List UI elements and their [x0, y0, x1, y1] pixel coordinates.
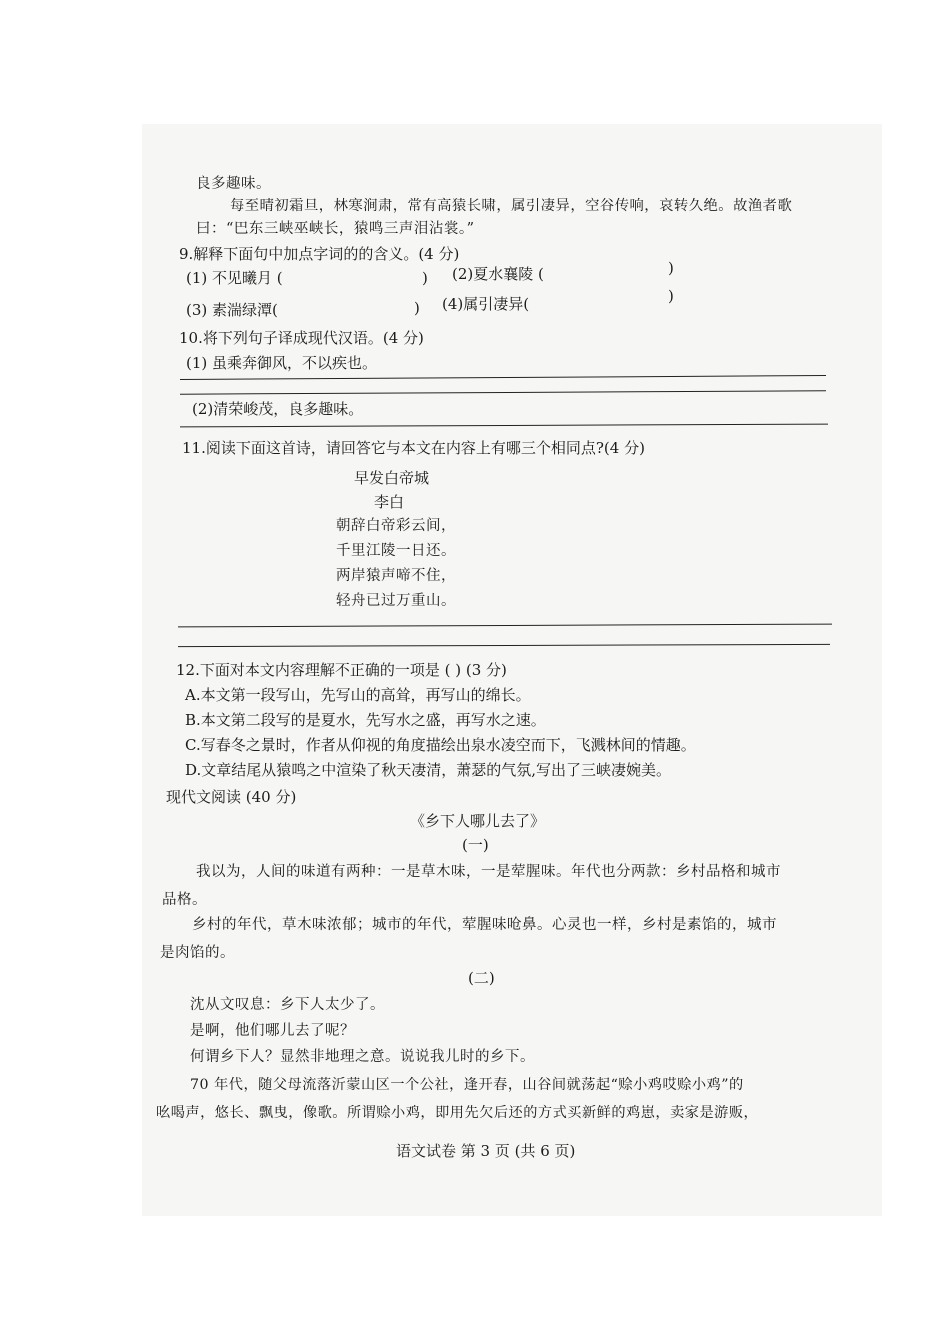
q9-item-4: (4)属引凄异( — [442, 295, 530, 313]
q12-option-b: B.本文第二段写的是夏水，先写水之盛，再写水之速。 — [185, 711, 546, 729]
section-heading: 现代文阅读 (40 分) — [166, 788, 297, 806]
poem-line-4: 轻舟已过万重山。 — [336, 593, 456, 609]
paragraph-1-line-1: 我以为，人间的味道有两种：一是草木味，一是荤腥味。年代也分两款：乡村品格和城市 — [196, 864, 781, 880]
q12-option-a: A.本文第一段写山，先写山的高耸，再写山的绵长。 — [185, 686, 531, 704]
paragraph-4: 是啊，他们哪儿去了呢？ — [190, 1023, 355, 1039]
poem-line-3: 两岸猿声啼不住， — [336, 568, 456, 584]
passage-line-3: 曰：“巴东三峡巫峡长，猿鸣三声泪沾裳。” — [196, 221, 475, 237]
part-two-heading: (二) — [468, 969, 495, 987]
passage-line-2: 每至晴初霜旦，林寒涧肃，常有高猿长啸，属引凄异，空谷传响，哀转久绝。故渔者歌 — [230, 198, 793, 214]
paragraph-3: 沈从文叹息：乡下人太少了。 — [190, 997, 385, 1013]
q12-option-d: D.文章结尾从猿鸣之中渲染了秋天凄清，萧瑟的气氛,写出了三峡凄婉美。 — [185, 761, 672, 779]
paragraph-5: 何谓乡下人？显然非地理之意。说说我儿时的乡下。 — [190, 1049, 535, 1065]
q9-item-3: (3) 素湍绿潭( — [186, 301, 278, 319]
q12-prompt: 12.下面对本文内容理解不正确的一项是 ( ) (3 分) — [176, 661, 507, 679]
q9-item-1-close: ) — [422, 269, 428, 287]
q9-item-4-close: ) — [668, 287, 674, 305]
paragraph-2-line-1: 乡村的年代，草木味浓郁；城市的年代，荤腥味呛鼻。心灵也一样，乡村是素馅的，城市 — [192, 917, 777, 933]
q10-prompt: 10.将下列句子译成现代汉语。(4 分) — [179, 329, 424, 347]
q9-item-1: (1) 不见曦月 ( — [186, 269, 283, 287]
q9-prompt: 9.解释下面句中加点字词的的含义。(4 分) — [179, 245, 460, 263]
q11-prompt: 11.阅读下面这首诗，请回答它与本文在内容上有哪三个相同点?(4 分) — [182, 439, 645, 457]
q9-item-3-close: ) — [414, 299, 420, 317]
paragraph-6-line-1: 70 年代，随父母流落沂蒙山区一个公社，逢开春，山谷间就荡起“赊小鸡哎赊小鸡”的 — [190, 1077, 744, 1093]
q12-option-c: C.写春冬之景时，作者从仰视的角度描绘出泉水凌空而下，飞溅林间的情趣。 — [185, 736, 696, 754]
q10-sentence-2: (2)清荣峻茂，良多趣味。 — [192, 400, 364, 418]
article-title: 《乡下人哪儿去了》 — [410, 812, 546, 830]
paragraph-2-line-2: 是肉馅的。 — [160, 945, 235, 961]
part-one-heading: (一) — [462, 836, 489, 854]
passage-line-1: 良多趣味。 — [196, 176, 271, 192]
poem-title: 早发白帝城 — [354, 469, 430, 487]
page-footer: 语文试卷 第 3 页 (共 6 页) — [396, 1142, 576, 1160]
poem-line-2: 千里江陵一日还。 — [336, 543, 456, 559]
paragraph-6-line-2: 吆喝声，悠长、飘曳，像歌。所谓赊小鸡，即用先欠后还的方式买新鲜的鸡崽，卖家是游贩， — [156, 1105, 759, 1121]
q10-sentence-1: (1) 虽乘奔御风，不以疾也。 — [186, 354, 378, 372]
q9-item-2: (2)夏水襄陵 ( — [452, 265, 544, 283]
poem-author: 李白 — [374, 493, 405, 511]
poem-line-1: 朝辞白帝彩云间， — [336, 518, 456, 534]
paragraph-1-line-2: 品格。 — [162, 892, 207, 908]
q9-item-2-close: ) — [668, 259, 674, 277]
